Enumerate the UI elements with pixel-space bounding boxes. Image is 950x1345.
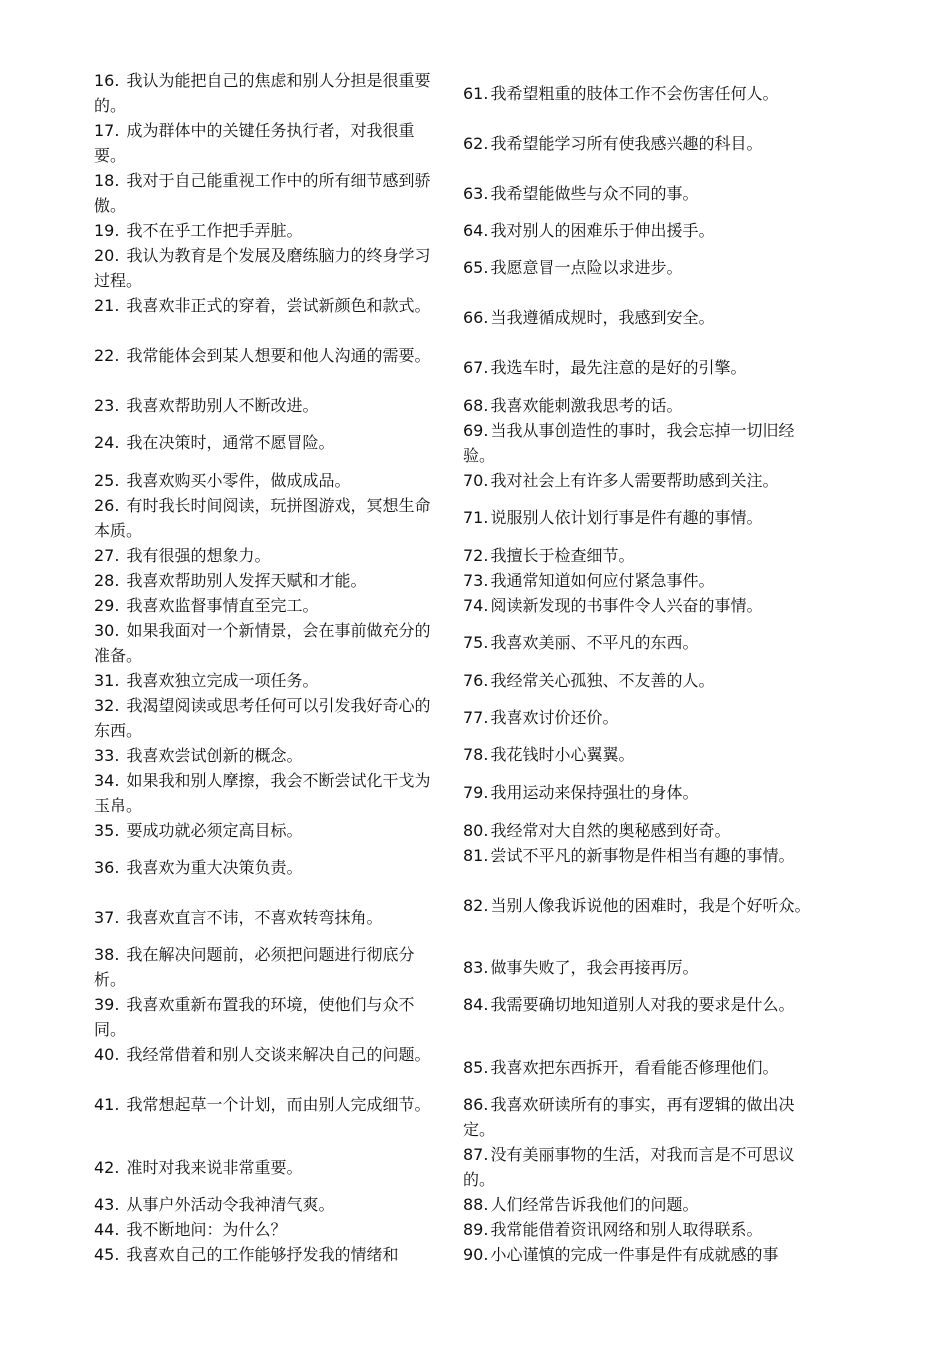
question-number: 75.: [463, 633, 489, 652]
question-item: [94, 1217, 442, 1242]
question-number: 82.: [463, 896, 489, 915]
question-text: 我希望能学习所有使我感兴趣的科目。: [490, 134, 763, 153]
question-number: 89.: [463, 1220, 489, 1239]
question-item: [463, 955, 818, 980]
question-text: 准时对我来说非常重要。: [126, 1158, 303, 1177]
question-number: 73.: [463, 571, 489, 590]
question-number: 76.: [463, 671, 489, 690]
question-item: [94, 218, 442, 243]
question-number: 78.: [463, 745, 489, 764]
question-item: [94, 618, 442, 668]
question-item: [463, 1192, 818, 1217]
question-item: [94, 1242, 442, 1267]
question-number: 29.: [94, 596, 120, 615]
question-number: 81.: [463, 846, 489, 865]
question-text: 我希望粗重的肢体工作不会伤害任何人。: [490, 84, 779, 103]
question-text: 我有很强的想象力。: [126, 546, 271, 565]
question-number: 41.: [94, 1095, 120, 1114]
question-item: [463, 1217, 818, 1242]
question-number: 17.: [94, 121, 120, 140]
question-text: 我喜欢帮助别人发挥天赋和才能。: [126, 571, 367, 590]
question-number: 70.: [463, 471, 489, 490]
question-item: [94, 168, 442, 218]
question-number: 86.: [463, 1095, 489, 1114]
question-text: 我愿意冒一点险以求进步。: [490, 258, 683, 277]
question-item: [94, 743, 442, 768]
question-item: [94, 855, 442, 880]
question-text: 我需要确切地知道别人对我的要求是什么。: [490, 995, 795, 1014]
question-text: 我对别人的困难乐于伸出援手。: [490, 221, 715, 240]
question-text: 我用运动来保持强壮的身体。: [490, 783, 699, 802]
question-number: 26.: [94, 496, 120, 515]
question-item: [94, 942, 442, 992]
question-text: 我喜欢重新布置我的环境，使他们与众不同。: [94, 995, 415, 1039]
question-number: 63.: [463, 184, 489, 203]
question-text: 我喜欢购买小零件，做成成品。: [126, 471, 351, 490]
question-number: 20.: [94, 246, 120, 265]
question-text: 我常想起草一个计划，而由别人完成细节。: [126, 1095, 431, 1114]
question-item: [463, 255, 818, 280]
question-text: 我喜欢自己的工作能够抒发我的情绪和: [126, 1245, 399, 1264]
question-item: [463, 505, 818, 530]
question-text: 我在解决问题前，必须把问题进行彻底分析。: [94, 945, 415, 989]
question-number: 79.: [463, 783, 489, 802]
question-number: 22.: [94, 346, 120, 365]
question-number: 77.: [463, 708, 489, 727]
question-number: 28.: [94, 571, 120, 590]
question-text: 当别人像我诉说他的困难时，我是个好听众。: [490, 896, 811, 915]
question-number: 71.: [463, 508, 489, 527]
question-text: 没有美丽事物的生活，对我而言是不可思议的。: [463, 1145, 795, 1189]
question-text: 说服别人依计划行事是件有趣的事情。: [490, 508, 763, 527]
question-number: 36.: [94, 858, 120, 877]
question-item: [94, 430, 442, 455]
question-text: 我喜欢独立完成一项任务。: [126, 671, 319, 690]
question-item: [94, 668, 442, 693]
question-item: [463, 355, 818, 380]
question-text: 我擅长于检查细节。: [490, 546, 635, 565]
question-item: [463, 630, 818, 655]
question-item: [463, 1055, 818, 1080]
question-text: 我不在乎工作把手弄脏。: [126, 221, 303, 240]
question-text: 如果我和别人摩擦，我会不断尝试化干戈为玉帛。: [94, 771, 431, 815]
question-number: 23.: [94, 396, 120, 415]
question-item: [94, 768, 442, 818]
question-number: 85.: [463, 1058, 489, 1077]
question-text: 成为群体中的关键任务执行者，对我很重要。: [94, 121, 415, 165]
question-text: 如果我面对一个新情景，会在事前做充分的准备。: [94, 621, 431, 665]
question-number: 66.: [463, 308, 489, 327]
question-text: 要成功就必须定高目标。: [126, 821, 303, 840]
question-item: [463, 181, 818, 206]
question-number: 37.: [94, 908, 120, 927]
question-text: 我对于自己能重视工作中的所有细节感到骄傲。: [94, 171, 431, 215]
question-item: [463, 818, 818, 843]
question-item: [94, 468, 442, 493]
question-number: 45.: [94, 1245, 120, 1264]
question-item: [94, 905, 442, 930]
question-item: [94, 593, 442, 618]
question-text: 我喜欢为重大决策负责。: [126, 858, 303, 877]
question-text: 当我从事创造性的事时，我会忘掉一切旧经验。: [463, 421, 795, 465]
question-text: 我渴望阅读或思考任何可以引发我好奇心的东西。: [94, 696, 431, 740]
question-item: [94, 243, 442, 293]
question-text: 我喜欢讨价还价。: [490, 708, 619, 727]
question-item: [94, 68, 442, 118]
question-text: 阅读新发现的书事件令人兴奋的事情。: [490, 596, 763, 615]
question-item: [463, 742, 818, 767]
question-number: 30.: [94, 621, 120, 640]
question-number: 31.: [94, 671, 120, 690]
question-item: [463, 1142, 818, 1192]
question-number: 80.: [463, 821, 489, 840]
question-item: [463, 780, 818, 805]
question-number: 24.: [94, 433, 120, 452]
question-item: [463, 131, 818, 156]
question-number: 87.: [463, 1145, 489, 1164]
question-number: 40.: [94, 1045, 120, 1064]
question-item: [463, 418, 818, 468]
question-item: [463, 992, 818, 1017]
question-text: 我通常知道如何应付紧急事件。: [490, 571, 715, 590]
question-item: [463, 668, 818, 693]
question-number: 90.: [463, 1245, 489, 1264]
question-number: 65.: [463, 258, 489, 277]
question-item: [463, 1092, 818, 1142]
question-item: [463, 468, 818, 493]
question-item: [94, 693, 442, 743]
question-text: 我花钱时小心翼翼。: [490, 745, 635, 764]
question-number: 67.: [463, 358, 489, 377]
question-text: 我希望能做些与众不同的事。: [490, 184, 699, 203]
question-item: [94, 393, 442, 418]
question-number: 84.: [463, 995, 489, 1014]
question-number: 74.: [463, 596, 489, 615]
question-number: 35.: [94, 821, 120, 840]
question-item: [94, 568, 442, 593]
question-text: 我喜欢监督事情直至完工。: [126, 596, 319, 615]
question-number: 27.: [94, 546, 120, 565]
question-item: [463, 893, 818, 918]
question-number: 43.: [94, 1195, 120, 1214]
question-text: 我喜欢研读所有的事实，再有逻辑的做出决定。: [463, 1095, 795, 1139]
question-text: 我经常关心孤独、不友善的人。: [490, 671, 715, 690]
question-text: 我选车时，最先注意的是好的引擎。: [490, 358, 747, 377]
question-text: 我在决策时，通常不愿冒险。: [126, 433, 335, 452]
question-number: 61.: [463, 84, 489, 103]
question-text: 我经常借着和别人交谈来解决自己的问题。: [126, 1045, 431, 1064]
question-text: 我喜欢帮助别人不断改进。: [126, 396, 319, 415]
question-item: [94, 1042, 442, 1067]
question-text: 我喜欢美丽、不平凡的东西。: [490, 633, 699, 652]
question-text: 我经常对大自然的奥秘感到好奇。: [490, 821, 731, 840]
question-number: 83.: [463, 958, 489, 977]
question-item: [94, 293, 442, 318]
question-number: 21.: [94, 296, 120, 315]
question-number: 32.: [94, 696, 120, 715]
question-number: 44.: [94, 1220, 120, 1239]
question-item: [463, 393, 818, 418]
question-text: 尝试不平凡的新事物是件相当有趣的事情。: [490, 846, 795, 865]
question-number: 69.: [463, 421, 489, 440]
question-text: 我常能体会到某人想要和他人沟通的需要。: [126, 346, 431, 365]
question-item: [463, 305, 818, 330]
question-item: [463, 593, 818, 618]
question-text: 我喜欢把东西拆开，看看能否修理他们。: [490, 1058, 779, 1077]
question-item: [94, 1092, 442, 1117]
question-item: [94, 818, 442, 843]
question-number: 68.: [463, 396, 489, 415]
question-text: 我认为教育是个发展及磨练脑力的终身学习过程。: [94, 246, 431, 290]
question-number: 64.: [463, 221, 489, 240]
question-item: [94, 1155, 442, 1180]
question-item: [94, 118, 442, 168]
question-number: 39.: [94, 995, 120, 1014]
question-text: 当我遵循成规时，我感到安全。: [490, 308, 715, 327]
question-text: 我喜欢非正式的穿着，尝试新颜色和款式。: [126, 296, 431, 315]
question-item: [94, 1192, 442, 1217]
question-text: 我对社会上有许多人需要帮助感到关注。: [490, 471, 779, 490]
question-item: [463, 81, 818, 106]
question-item: [94, 543, 442, 568]
question-item: [463, 218, 818, 243]
question-text: 有时我长时间阅读，玩拼图游戏，冥想生命本质。: [94, 496, 431, 540]
question-number: 19.: [94, 221, 120, 240]
question-item: [463, 843, 818, 868]
question-text: 我喜欢能刺激我思考的话。: [490, 396, 683, 415]
question-text: 我不断地问：为什么？: [126, 1220, 287, 1239]
question-item: [463, 705, 818, 730]
question-text: 我喜欢直言不讳，不喜欢转弯抹角。: [126, 908, 383, 927]
question-number: 42.: [94, 1158, 120, 1177]
question-number: 88.: [463, 1195, 489, 1214]
question-number: 38.: [94, 945, 120, 964]
question-number: 72.: [463, 546, 489, 565]
question-text: 人们经常告诉我他们的问题。: [490, 1195, 699, 1214]
question-number: 16.: [94, 71, 120, 90]
question-number: 33.: [94, 746, 120, 765]
question-text: 做事失败了，我会再接再厉。: [490, 958, 699, 977]
question-item: [463, 1242, 818, 1267]
question-text: 小心谨慎的完成一件事是件有成就感的事: [490, 1245, 779, 1264]
question-text: 我认为能把自己的焦虑和别人分担是很重要的。: [94, 71, 431, 115]
question-item: [94, 493, 442, 543]
question-number: 25.: [94, 471, 120, 490]
question-number: 18.: [94, 171, 120, 190]
question-text: 我常能借着资讯网络和别人取得联系。: [490, 1220, 763, 1239]
question-text: 我喜欢尝试创新的概念。: [126, 746, 303, 765]
question-item: [463, 568, 818, 593]
question-number: 62.: [463, 134, 489, 153]
question-item: [463, 543, 818, 568]
question-item: [94, 992, 442, 1042]
question-text: 从事户外活动令我神清气爽。: [126, 1195, 335, 1214]
question-number: 34.: [94, 771, 120, 790]
question-item: [94, 343, 442, 368]
